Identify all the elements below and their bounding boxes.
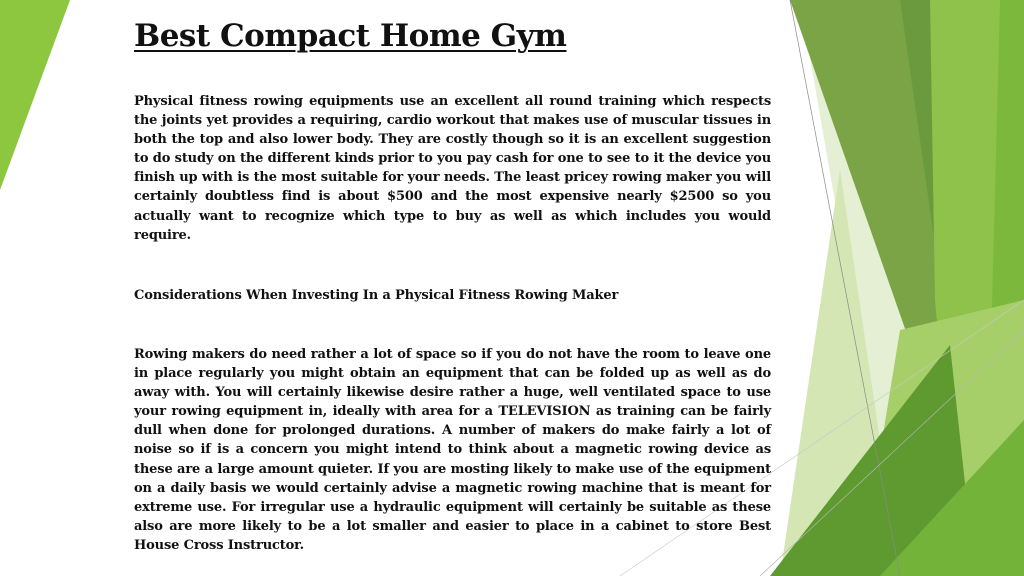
section-heading: Considerations When Investing In a Physical Fitness Rowing Maker [134, 288, 619, 303]
section-paragraph: Rowing makers do need rather a lot of space so if you do not have the room to leave one in place regularly you might obtain an equipment that can be folded up as well as do away with. You will certainly likewise desire rather a huge, well ventilated space to use your rowing equipment in, ideally with area for a TELEVISION as training can be fairly dull when done for prolonged durations. A number of makers do make fairly a lot of noise so if is a concern you might intend to think about a magnetic rowing device as these are a large amount quieter. If you are mosting likely to make use of the equipment on a daily basis we would certainly advise a magnetic rowing machine that is meant for extreme use. For irregular use a hydraulic equipment will certainly be suitable as these also are more likely to be a lot smaller and easier to place in a cabinet to store Best House Cross Instructor. [134, 347, 771, 553]
left-green-shape [0, 0, 70, 190]
intro-paragraph: Physical fitness rowing equipments use an excellent all round training which respects the joints yet provides a requiring, cardio workout that makes use of muscular tissues in both the top and also lower body. They are costly though so it is an excellent suggestion to do study on the different kinds prior to you pay cash for one to see to it the device you finish up with is the most suitable for your needs. The least pricey rowing maker you will certainly doubtless find is about $500 and the most expensive nearly $2500 so you actually want to recognize which type to buy as well as which includes you would require. [134, 94, 771, 243]
slide-title: Best Compact Home Gym [134, 18, 567, 54]
